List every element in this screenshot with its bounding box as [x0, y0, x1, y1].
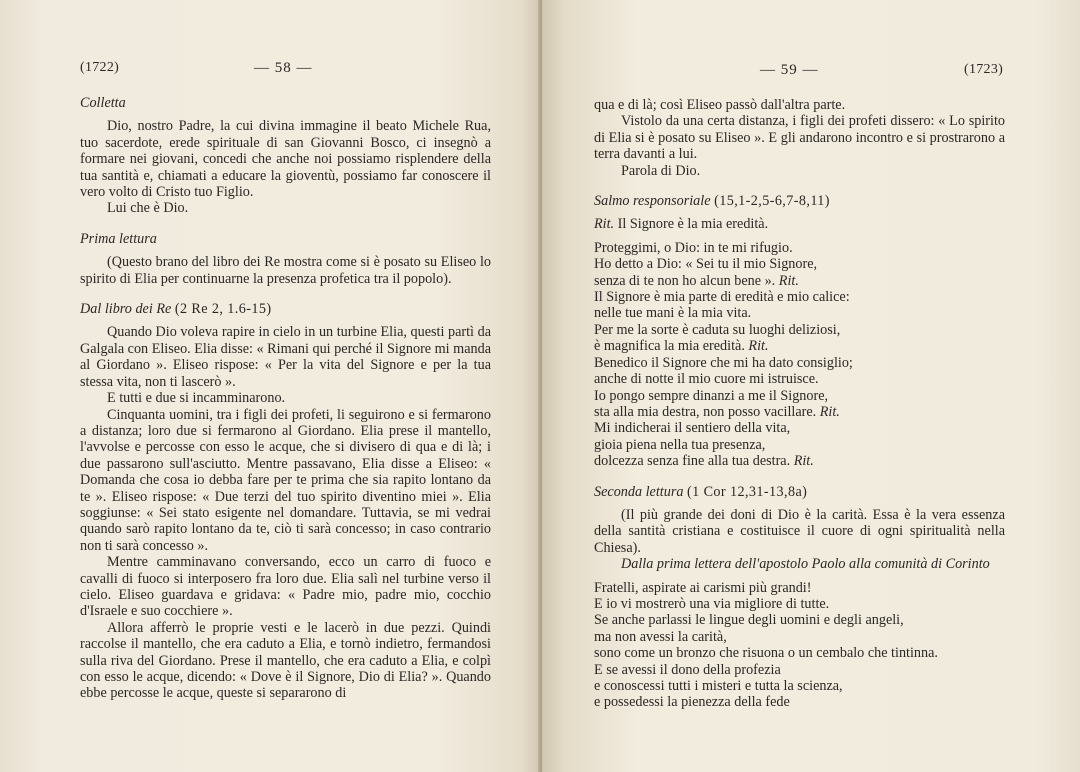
rit-label: Rit. [778, 272, 799, 289]
reading-line: e conoscessi tutti i misteri e tutta la scienza, [594, 678, 843, 694]
psalm-line: Io pongo sempre dinanzi a me il Signore, [594, 387, 829, 404]
psalm-line-with-rit [594, 404, 1005, 420]
prima-source-ref: (2 Re 2, 1.6-15) [174, 301, 272, 318]
psalm-line: gioia piena nella tua presenza, [594, 436, 766, 453]
psalm-line: dolcezza senza fine alla tua destra. [594, 453, 791, 470]
reading-line: sono come un bronzo che risuona o un cembalo che tintinna. [594, 645, 938, 662]
right-page [542, 0, 1080, 772]
left-header-number: (1722) [80, 60, 120, 75]
seconda-lettura-intro: (Il più grande dei doni di Dio è la carità. Essa è la vera essenza della santità cristiana e costituisce il cuore di ogni spiritualità nella Chiesa). [594, 506, 1005, 556]
seconda-ref: (1 Cor 12,31-13,8a) [687, 483, 808, 500]
psalm-line-with-rit [594, 453, 1005, 469]
psalm-line-with-rit [594, 338, 1005, 354]
colletta-title: Colletta [80, 95, 126, 111]
parola-di-dio: Parola di Dio. [621, 162, 701, 179]
reading-continuation: qua e di là; così Eliseo passò dall'altra parte. [594, 97, 846, 113]
reading-line: ma non avessi la carità, [594, 628, 727, 645]
salmo-title [594, 193, 1005, 209]
salmo-refrain [594, 216, 1005, 232]
salmo-title-text: Salmo responsoriale [594, 193, 711, 210]
reading-paragraph: E tutti e due si incamminarono. [107, 390, 286, 407]
psalm-line: sta alla mia destra, non posso vacillare. [594, 403, 817, 420]
psalm-line-with-rit [594, 273, 1005, 289]
reading-paragraph: Cinquanta uomini, tra i figli dei profeti, li seguirono e si fermarono a distanza; loro due si fermarono al Giordano. Elia prese il mantello, l'avvolse e percosse con esso le acque, che si divisero di qua e di là; i due passarono sull'asciutto. Mentre passavano, Elia disse a Eliseo: « Domanda che cosa io debba fare per te prima che sia rapito lontano da te ». Eliseo rispose: « Due terzi del tuo spirito diventino miei ». Elia soggiunse: « Sei stato esigente nel domandare. Tuttavia, se mi vedrai quando sarò rapito lontano da te, ciò ti sarà concesso; in caso contrario non ti sarà concesso ». [80, 406, 491, 554]
psalm-line: Ho detto a Dio: « Sei tu il mio Signore, [594, 256, 818, 273]
salmo-ref: (15,1-2,5-6,7-8,11) [714, 193, 830, 210]
psalm-line: Mi indicherai il sentiero della vita, [594, 420, 791, 437]
psalm-line: è magnifica la mia eredità. [594, 338, 745, 355]
psalm-line: senza di te non ho alcun bene ». [594, 272, 776, 289]
reading-line: E io vi mostrerò una via migliore di tutte. [594, 595, 830, 612]
reading-paragraph: Quando Dio voleva rapire in cielo in un turbine Elia, questi partì da Galgala con Eliseo. Elia disse: « Rimani qui perché il Signore mi manda al Giordano ». Eliseo rispose: « Per la vita del Signore e per la tua stessa vita, non ti lascerò ». [80, 324, 491, 390]
seconda-lettura-source: Dalla prima lettera dell'apostolo Paolo alla comunità di Corinto [621, 556, 990, 573]
reading-line: E se avessi il dono della profezia [594, 661, 781, 678]
psalm-line: Proteggimi, o Dio: in te mi rifugio. [594, 239, 793, 256]
rit-label: Rit. [793, 453, 814, 470]
prima-lettura-title: Prima lettura [80, 230, 157, 247]
psalm-line: nelle tue mani è la mia vita. [594, 305, 752, 322]
psalm-line: Per me la sorte è caduta su luoghi deliziosi, [594, 321, 841, 338]
right-page-number: — 59 — [760, 62, 819, 78]
psalm-line: Il Signore è mia parte di eredità e mio calice: [594, 289, 850, 306]
prima-source-title: Dal libro dei Re [80, 301, 172, 318]
seconda-title-text: Seconda lettura [594, 483, 684, 500]
rit-label: Rit. [748, 338, 769, 355]
right-text-column [594, 97, 1005, 711]
reading-line: Fratelli, aspirate ai carismi più grandi! [594, 579, 812, 596]
reading-paragraph: Mentre camminavano conversando, ecco un carro di fuoco e cavalli di fuoco si interposero fra loro due. Elia salì nel turbine verso il cielo. Eliseo guardava e gridava: « Padre mio, padre mio, cocchio d'Israele e suo cocchiere ». [80, 554, 491, 620]
reading-line: e possedessi la pienezza della fede [594, 694, 790, 711]
prima-lettura-intro: (Questo brano del libro dei Re mostra come si è posato su Eliseo lo spirito di Elia per continuarne la presenza profetica tra il popolo). [80, 254, 491, 287]
rit-text: Il Signore è la mia eredità. [617, 216, 769, 233]
left-text-column [80, 95, 491, 702]
reading-line: Se anche parlassi le lingue degli uomini e degli angeli, [594, 612, 904, 629]
psalm-line: anche di notte il mio cuore mi istruisce. [594, 371, 819, 388]
rit-label: Rit. [594, 216, 615, 233]
colletta-closing: Lui che è Dio. [107, 200, 189, 217]
reading-paragraph: Allora afferrò le proprie vesti e le lacerò in due pezzi. Quindi raccolse il mantello, che era caduto a Elia, e tornò indietro, fermandosi sulla riva del Giordano. Prese il mantello, che era caduto a Elia, e colpì con esso le acque, dicendo: « Dove è il Signore, Dio di Elia? ». Quando ebbe percosse le acque, queste si separarono di [80, 619, 491, 702]
prima-lettura-source [80, 301, 491, 317]
psalm-line: Benedico il Signore che mi ha dato consiglio; [594, 354, 853, 371]
rit-label: Rit. [819, 403, 840, 420]
colletta-text: Dio, nostro Padre, la cui divina immagine il beato Michele Rua, tuo sacerdote, erede spirituale di san Giovanni Bosco, ci insegnò a formare nei giovani, concedi che anche noi possiamo risplendere della tua santità e, chiamati a educare la gioventù, possiamo far conoscere il vero volto di Cristo tuo Figlio. [80, 118, 491, 201]
right-header-number: (1723) [964, 62, 1004, 77]
seconda-lettura-title [594, 484, 1005, 500]
reading-continuation-2: Vistolo da una certa distanza, i figli dei profeti dissero: « Lo spirito di Elia si è posato su Eliseo ». E gli andarono incontro e si prostrarono a terra davanti a lui. [594, 113, 1005, 163]
left-page-number: — 58 — [254, 60, 313, 76]
